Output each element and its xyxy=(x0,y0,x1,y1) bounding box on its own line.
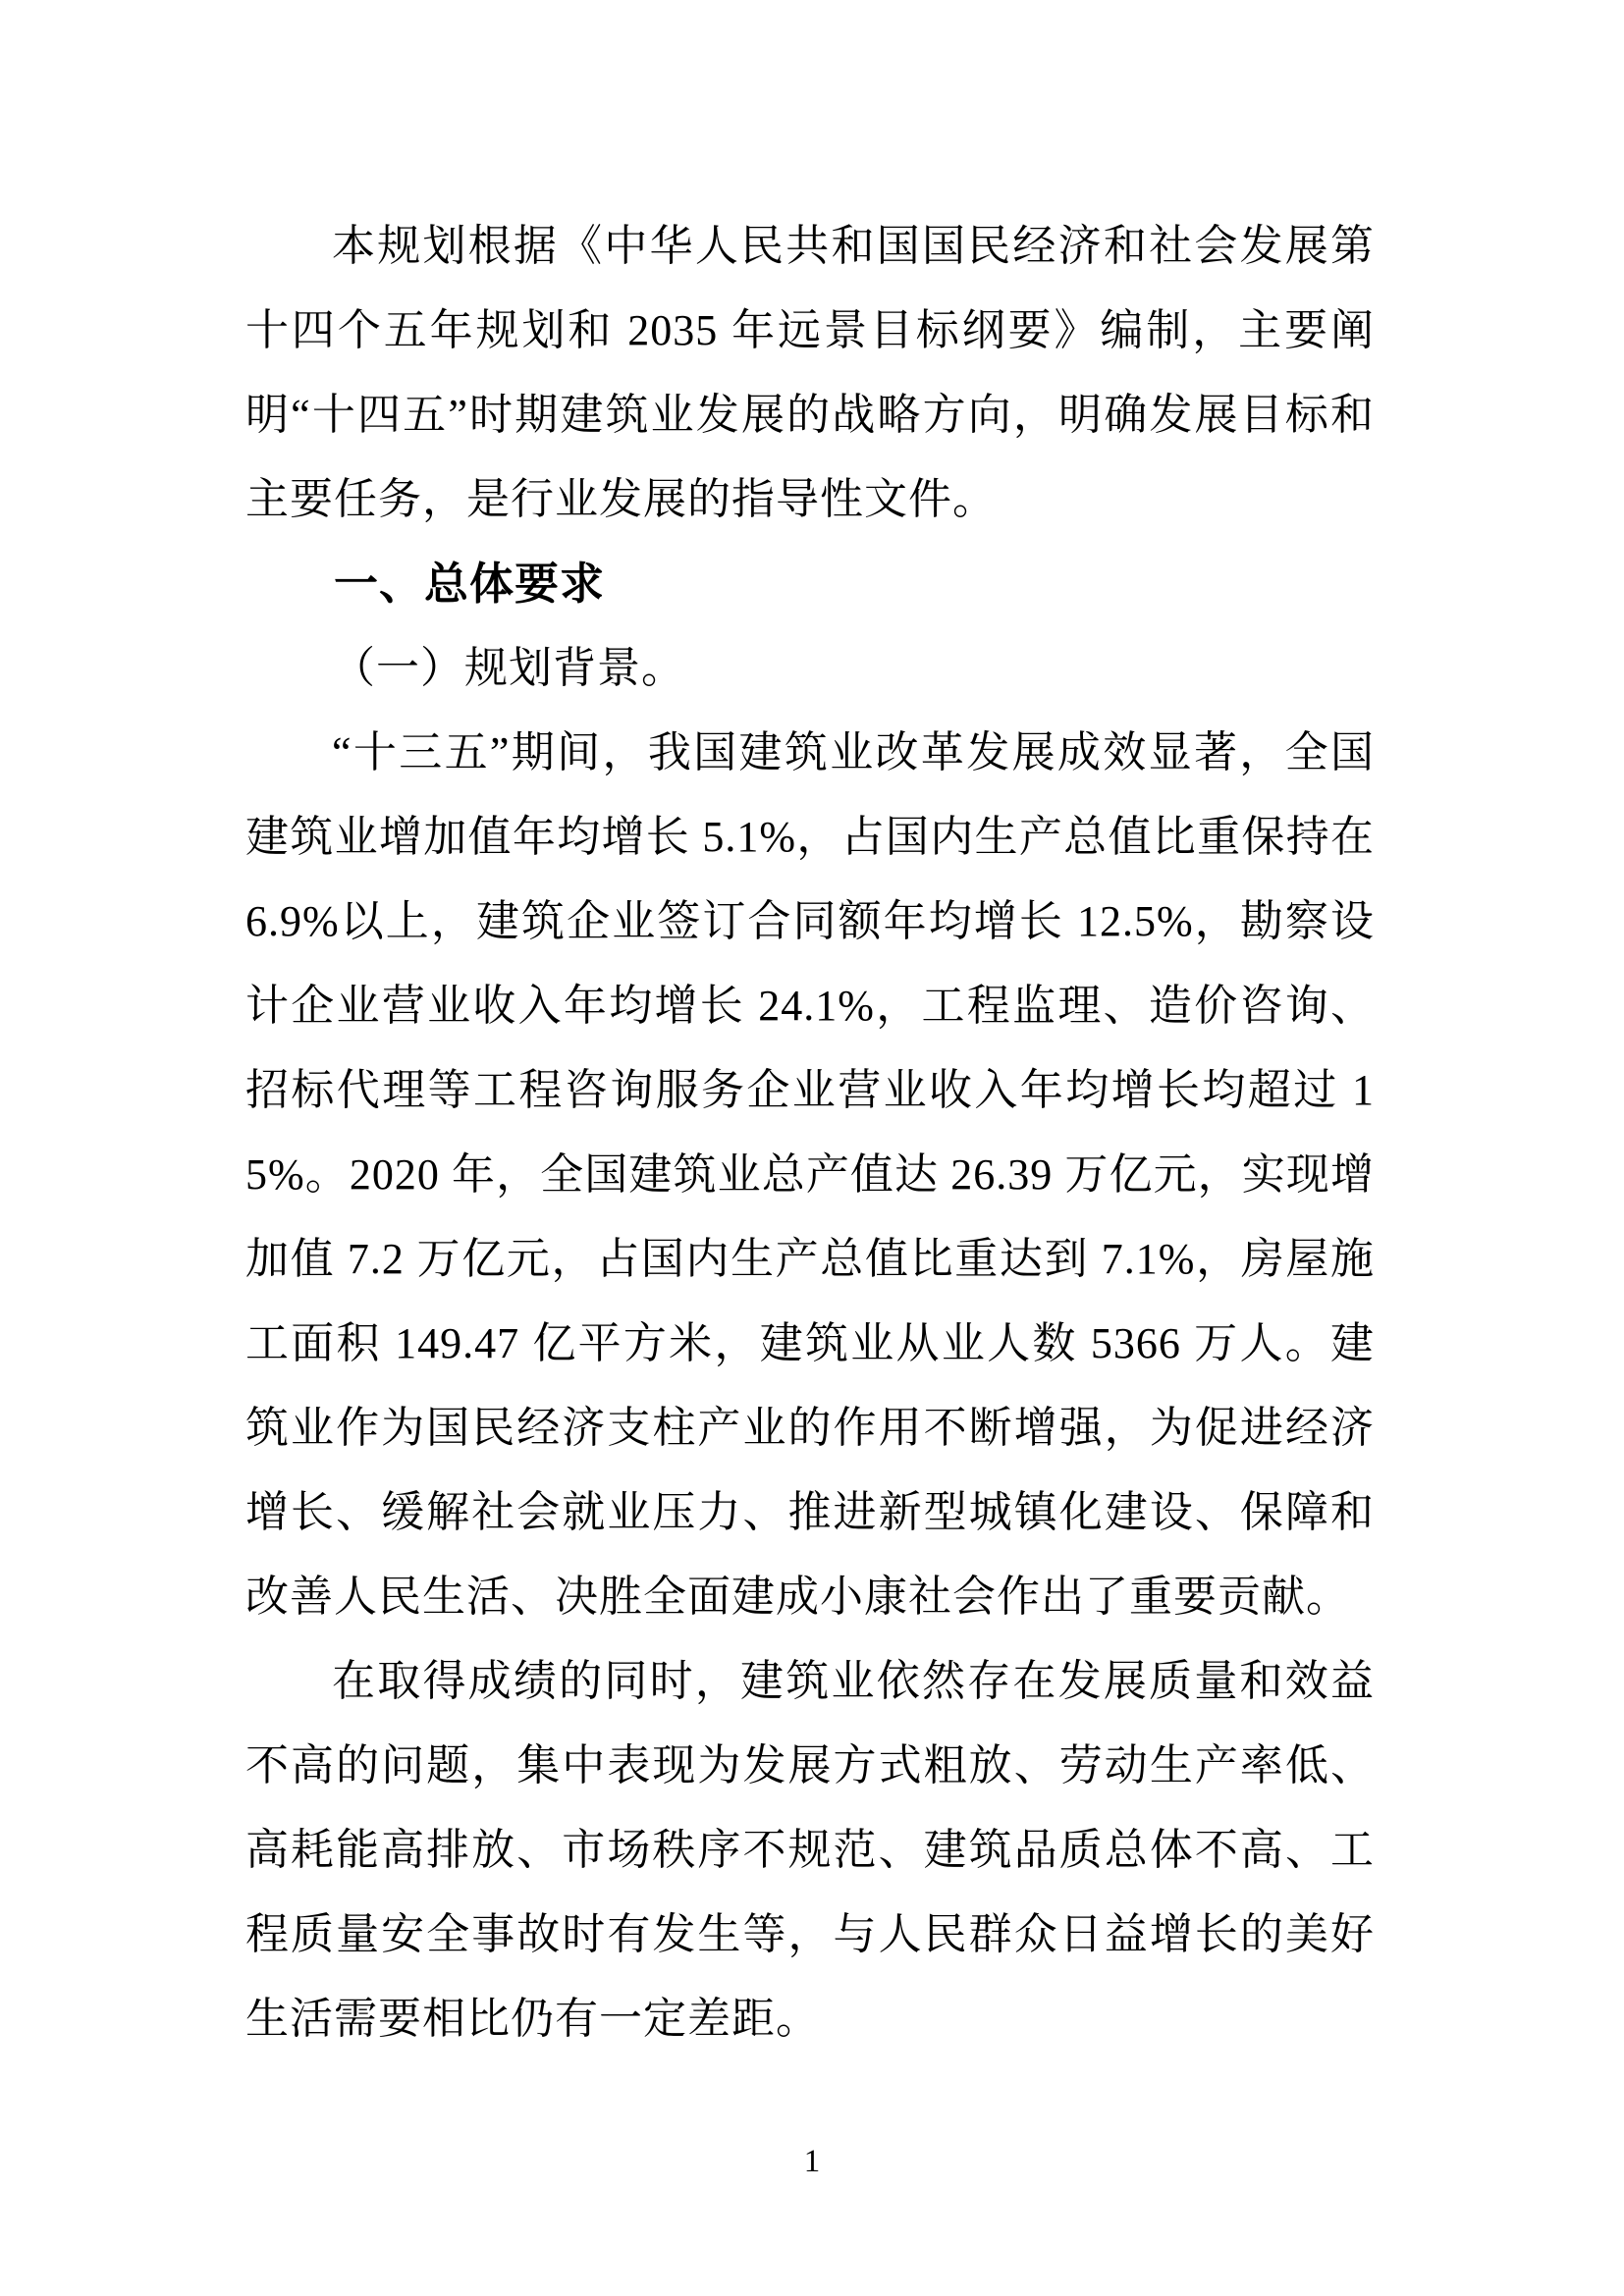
paragraph-existing-problems: 在取得成绩的同时，建筑业依然存在发展质量和效益不高的问题，集中表现为发展方式粗放、劳动生产率低、高耗能高排放、市场秩序不规范、建筑品质总体不高、工程质量安全事故时有发生等，与人民群众日益增长的美好生活需要相比仍有一定差距。 xyxy=(245,1657,1375,2043)
subheading-planning-background: （一）规划背景。 xyxy=(332,644,685,692)
heading-overall-requirements: 一、总体要求 xyxy=(334,559,606,609)
page-number: 1 xyxy=(803,2144,821,2179)
document-body xyxy=(245,204,1375,2061)
paragraph-plan-basis: 本规划根据《中华人民共和国国民经济和社会发展第十四个五年规划和 2035 年远景目标纲要》编制，主要阐明“十四五”时期建筑业发展的战略方向，明确发展目标和主要任务，是行业发展的指导性文件。 xyxy=(245,222,1375,523)
paragraph-13th-fiveyear-achievements: “十三五”期间，我国建筑业改革发展成效显著，全国建筑业增加值年均增长 5.1%，占国内生产总值比重保持在 6.9%以上，建筑企业签订合同额年均增长 12.5%，勘察设计企业营业收入年均增长 24.1%，工程监理、造价咨询、招标代理等工程咨询服务企业营业收入年均增长均超过 15%。2020 年，全国建筑业总产值达 26.39 万亿元，实现增加值 7.2 万亿元，占国内生产总值比重达到 7.1%，房屋施工面积 149.47 亿平方米，建筑业从业人数 5366 万人。建筑业作为国民经济支柱产业的作用不断增强，为促进经济增长、缓解社会就业压力、推进新型城镇化建设、保障和改善人民生活、决胜全面建成小康社会作出了重要贡献。 xyxy=(245,728,1375,1621)
